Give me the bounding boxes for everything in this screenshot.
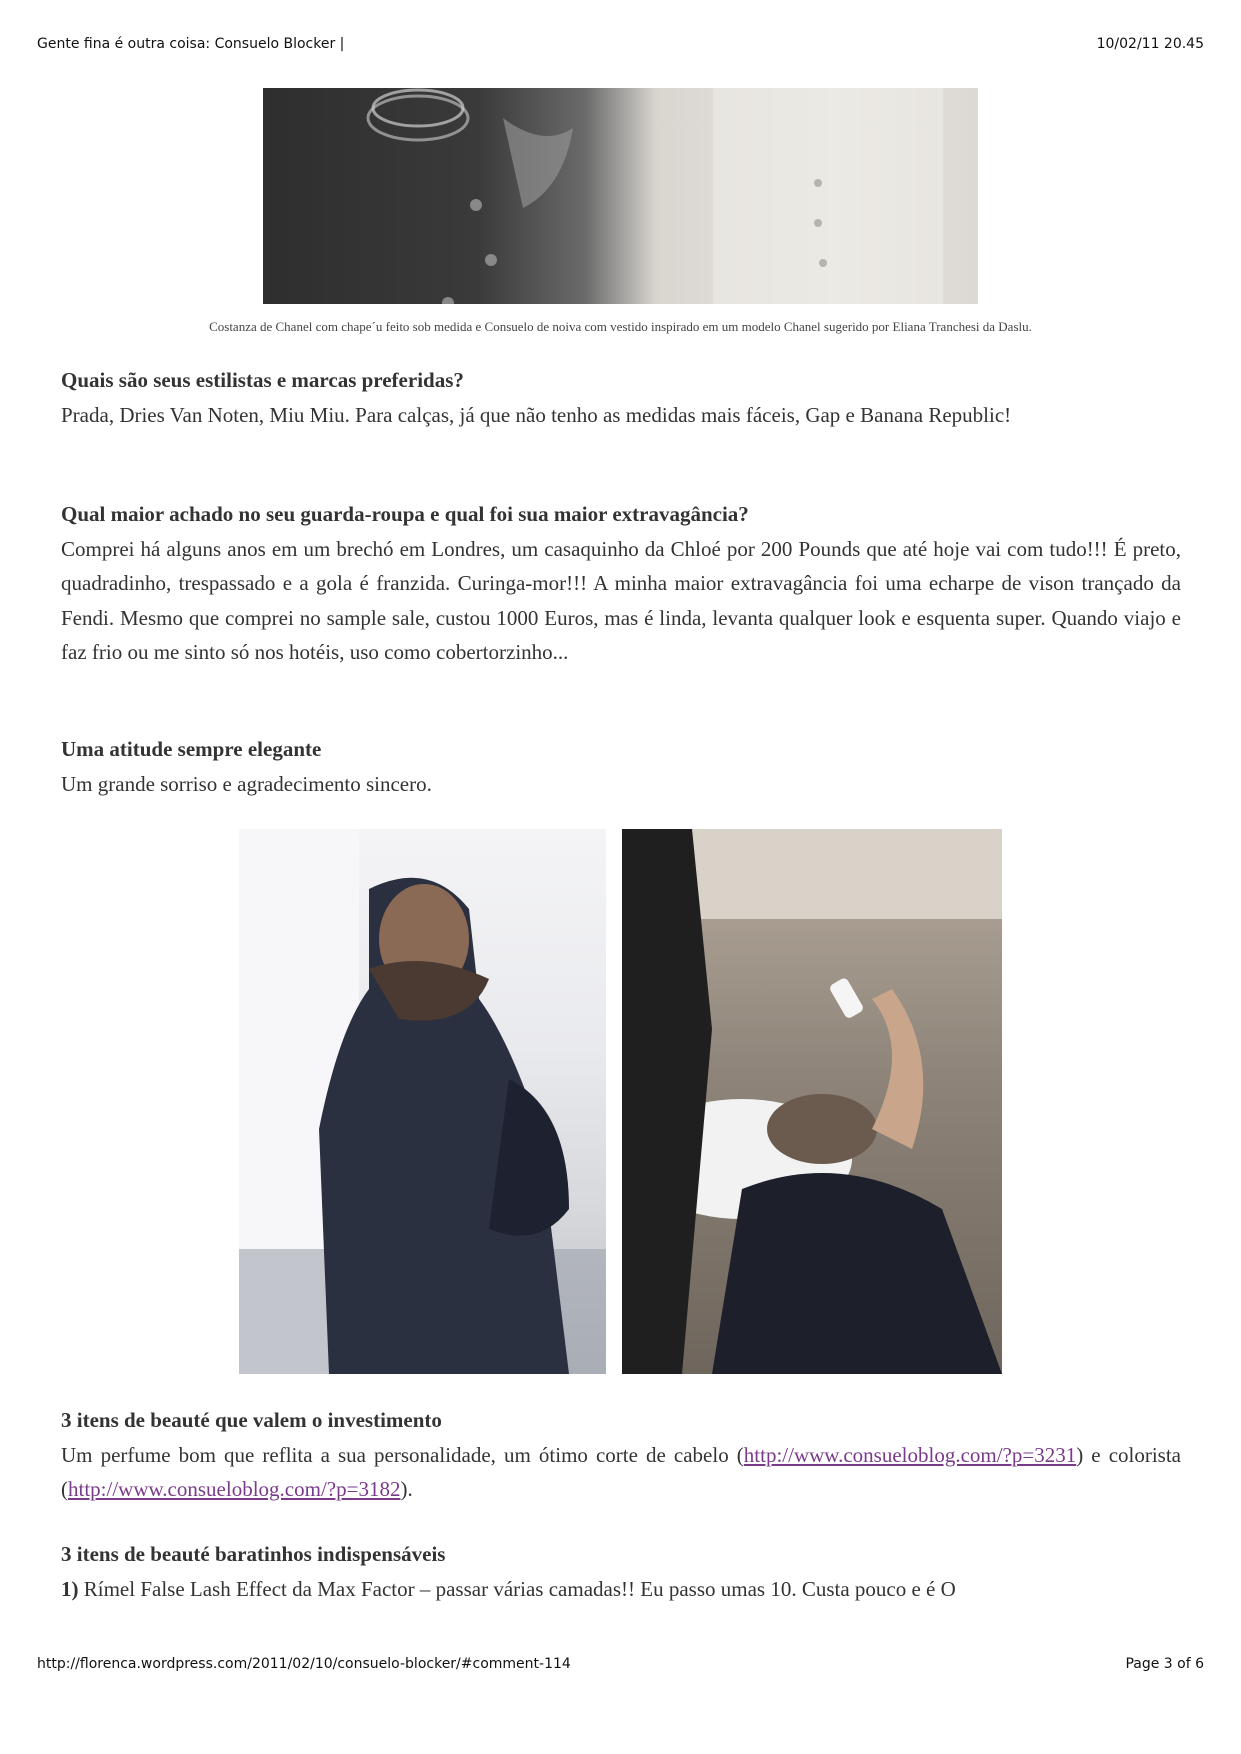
photo-caption: Costanza de Chanel com chape´u feito sob medida e Consuelo de noiva com vestido inspirado em um modelo Chanel sugerido por Eliana Tranchesi da Daslu. [209,319,1032,334]
answer-suffix: ). [400,1477,413,1501]
question-heading: Uma atitude sempre elegante [61,737,322,761]
photo-chanel-wedding [263,88,978,304]
answer-text: Prada, Dries Van Noten, Miu Miu. Para calças, já que não tenho as medidas mais fáceis, Gap e Banana Republic! [61,402,1012,427]
photo-fur-coat [239,829,606,1374]
header-datetime: 10/02/11 20.45 [1096,36,1204,52]
section-attitude [61,732,1181,801]
link-colorist[interactable]: http://www.consueloblog.com/?p=3182 [68,1477,401,1501]
item-number: 1) [61,1576,79,1601]
photo-fur-coat-shapes [239,829,606,1374]
answer-prefix: Um perfume bom que reflita a sua personalidade, um ótimo corte de cabelo ( [61,1442,744,1467]
question-heading: 3 itens de beauté que valem o investimento [61,1408,442,1432]
item-text: Rímel False Lash Effect da Max Factor – passar várias camadas!! Eu passo umas 10. Custa pouco e é O [78,1576,956,1601]
question-heading: Quais são seus estilistas e marcas preferidas? [61,368,464,392]
page-header [37,36,1204,52]
link-haircut[interactable]: http://www.consueloblog.com/?p=3231 [743,1442,1077,1467]
footer-url: http://florenca.wordpress.com/2011/02/10/consuelo-blocker/#comment-114 [37,1656,571,1672]
section-designers [61,363,1181,432]
question-heading: 3 itens de beauté baratinhos indispensáveis [61,1542,446,1566]
photo-salon-shapes [622,829,1002,1374]
photo-salon [622,829,1002,1374]
section-beauty-cheap [61,1537,1181,1606]
question-heading: Qual maior achado no seu guarda-roupa e qual foi sua maior extravagância? [61,502,749,526]
page-footer [37,1656,1204,1672]
answer-text: Comprei há alguns anos em um brechó em Londres, um casaquinho da Chloé por 200 Pounds que até hoje vai com tudo!!! É preto, quadradinho, trespassado e a gola é franzida. Curinga-mor!!! A minha maior extravagância foi uma echarpe de vison trançado da Fendi. Mesmo que comprei no sample sale, custou 1000 Euros, mas é linda, levanta qualquer look e esquenta super. Quando viajo e faz frio ou me sinto só nos hotéis, uso como cobertorzinho... [61,536,1181,664]
photo-chanel-wedding-shapes [263,88,978,304]
answer-text: Um grande sorriso e agradecimento sincero. [61,771,432,796]
answer-text [61,1572,1181,1607]
header-title: Gente fina é outra coisa: Consuelo Blocker | [37,36,345,52]
answer-text [61,1438,1181,1507]
section-wardrobe [61,497,1181,670]
answer-mid: ) e colorista ( [61,1442,1182,1501]
footer-page-number: Page 3 of 6 [1125,1656,1204,1672]
section-beauty-investment [61,1403,1181,1507]
